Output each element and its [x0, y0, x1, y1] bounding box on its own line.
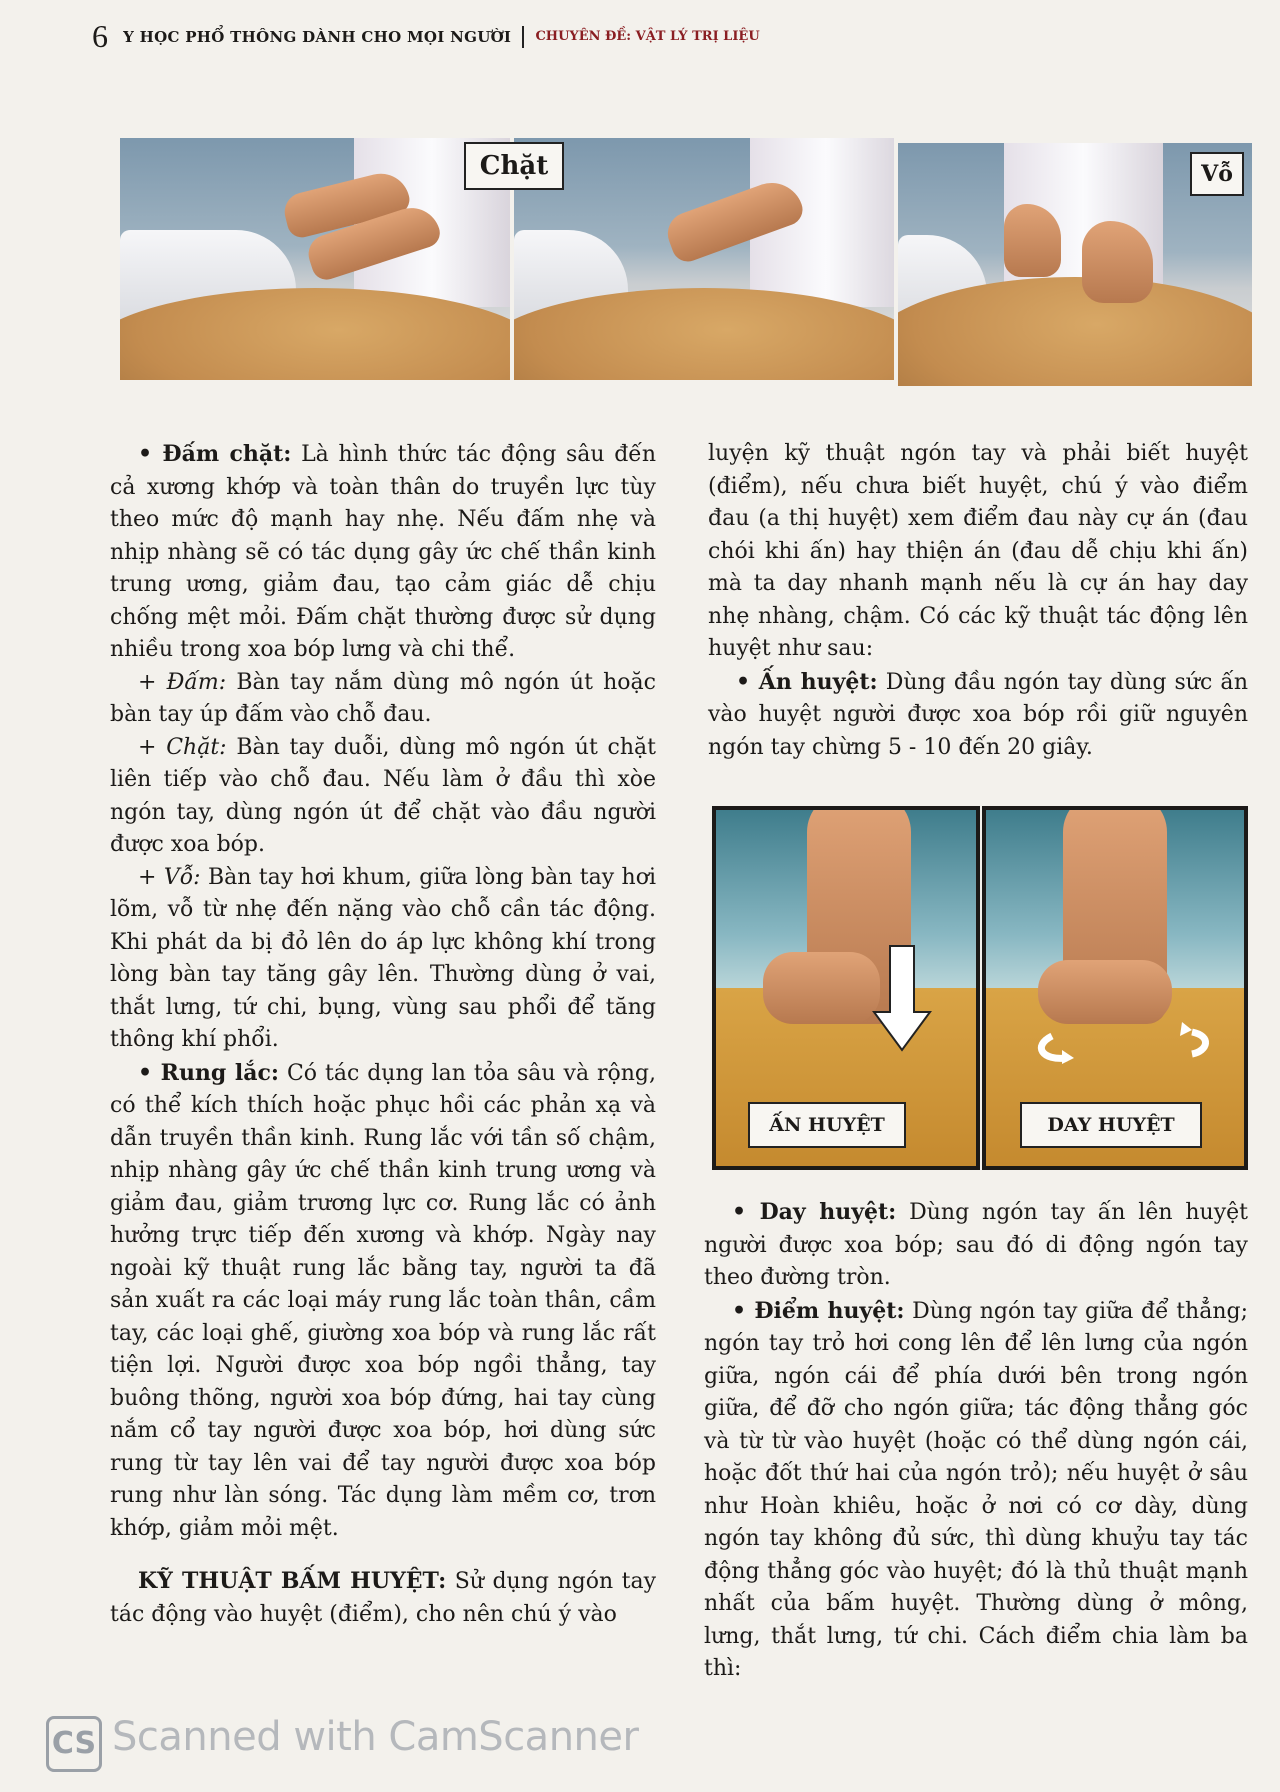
paragraph-ky-thuat	[110, 1565, 656, 1631]
scan-watermark: Scanned with CamScanner	[112, 1714, 639, 1760]
text: Có tác dụng lan tỏa sâu và rộng, có thể kích thích hoặc phục hồi các phản xạ và dẫn truyền thần kinh. Rung lắc với tần số chậm, nhịp nhàng gây ức chế thần kinh trung ương và giảm đau, giảm trương lực cơ. Rung lắc có ảnh hưởng trực tiếp đến xương và khớp. Ngày nay ngoài kỹ thuật rung lắc bằng tay, người ta đã sản xuất ra các loại máy rung lắc toàn thân, cầm tay, các loại ghế, giường xoa bóp và rung lắc rất tiện lợi. Người được xoa bóp ngồi thẳng, tay buông thõng, người xoa bóp đứng, hai tay cùng nắm cổ tay người được xoa bóp, hơi dùng sức rung từ tay lên vai để tay người được xoa bóp rung như làn sóng. Tác dụng làm mềm cơ, trơn khớp, giảm mỏi mệt.	[110, 1060, 656, 1541]
arrow-down-icon	[872, 944, 932, 1054]
paragraph-rung-lac	[110, 1057, 656, 1546]
paragraph-vo	[110, 862, 656, 1057]
topic-title: CHUYÊN ĐỀ: VẬT LÝ TRỊ LIỆU	[535, 29, 760, 44]
right-column-top	[708, 438, 1248, 764]
term-diem-huyet: • Điểm huyệt:	[732, 1297, 905, 1324]
header-divider	[522, 26, 524, 48]
paragraph-an-huyet	[708, 666, 1248, 765]
text: Bàn tay duỗi, dùng mô ngón út chặt liên tiếp vào chỗ đau. Nếu làm ở đầu thì xòe ngón tay, dùng ngón út để chặt vào đầu người được xoa bóp.	[110, 734, 656, 857]
photo-an-huyet	[712, 806, 980, 1170]
paragraph-dam-chat	[110, 438, 656, 667]
term-an-huyet: • Ấn huyệt:	[736, 668, 878, 695]
text: Sử dụng ngón tay tác động vào huyệt (điểm), cho nên chú ý vào	[110, 1569, 656, 1627]
text: Là hình thức tác động sâu đến cả xương khớp và toàn thân do truyền lực tùy theo mức độ mạnh hay nhẹ. Nếu đấm nhẹ và nhịp nhàng sẽ có tác dụng gây ức chế thần kinh trung ương, giảm đau, tạo cảm giác dễ chịu chống mệt mỏi. Đấm chặt thường được sử dụng nhiều trong xoa bóp lưng và chi thể.	[110, 442, 656, 662]
photo-chat-2	[514, 138, 894, 380]
photo-day-huyet	[982, 806, 1248, 1170]
heading-ky-thuat-bam-huyet: KỸ THUẬT BẤM HUYỆT:	[138, 1568, 447, 1594]
camscanner-logo: CS	[46, 1716, 102, 1772]
running-header	[92, 18, 760, 58]
paragraph-chat	[110, 732, 656, 862]
label-an-huyet: ẤN HUYỆT	[748, 1102, 906, 1148]
left-column	[110, 438, 656, 1631]
term-vo: + Vỗ:	[138, 864, 201, 890]
paragraph-dam	[110, 667, 656, 732]
paragraph-luyen-ky-thuat: luyện kỹ thuật ngón tay và phải biết huyệt (điểm), nếu chưa biết huyệt, chú ý vào điểm đau (a thị huyệt) xem điểm đau này cự án (đau chói khi ấn) hay thiện án (đau dễ chịu khi ấn) mà ta day nhanh mạnh nếu là cự án hay day nhẹ nhàng, chậm. Có các kỹ thuật tác động lên huyệt như sau:	[708, 441, 1248, 661]
rotate-arrows-icon	[1022, 1006, 1222, 1066]
text: Dùng đầu ngón tay dùng sức ấn vào huyệt người được xoa bóp rồi giữ nguyên ngón tay chừng 5 - 10 đến 20 giây.	[708, 669, 1248, 760]
term-rung-lac: • Rung lắc:	[138, 1059, 280, 1086]
book-title: Y HỌC PHỔ THÔNG DÀNH CHO MỌI NGƯỜI	[123, 27, 512, 46]
label-chat: Chặt	[464, 142, 564, 190]
term-day-huyet: • Day huyệt:	[732, 1199, 897, 1225]
photo-chat-1	[120, 138, 510, 380]
text: Bàn tay nắm dùng mô ngón út hoặc bàn tay úp đấm vào chỗ đau.	[110, 669, 656, 727]
text: Dùng ngón tay ấn lên huyệt người được xoa bóp; sau đó di động ngón tay theo đường tròn.	[704, 1200, 1248, 1290]
term-dam-chat: • Đấm chặt:	[138, 441, 292, 467]
text: Bàn tay hơi khum, giữa lòng bàn tay hơi lõm, vỗ từ nhẹ đến nặng vào chỗ cần tác động. Khi phát da bị đỏ lên do áp lực không khí trong lòng bàn tay tăng gây lên. Thường dùng ở vai, thắt lưng, tứ chi, bụng, vùng sau phổi để tăng thông khí phổi.	[110, 864, 656, 1052]
right-column-bottom	[704, 1196, 1248, 1686]
term-dam: + Đấm:	[138, 669, 227, 695]
term-chat: + Chặt:	[138, 734, 227, 760]
paragraph-diem-huyet	[704, 1295, 1248, 1686]
label-day-huyet: DAY HUYỆT	[1020, 1102, 1202, 1148]
text: Dùng ngón tay giữa để thẳng; ngón tay trỏ hơi cong lên để lên lưng của ngón giữa, ngón cái để phía dưới bên trong ngón giữa, để đỡ cho ngón giữa; tác động thẳng góc và từ từ vào huyệt (hoặc có thể dùng ngón cái, hoặc đốt thứ hai của ngón trỏ); nếu huyệt ở sâu như Hoàn khiêu, hoặc ở nơi có cơ dày, dùng ngón tay không đủ sức, thì dùng khuỷu tay tác động thẳng góc vào huyệt; đó là thủ thuật mạnh nhất của bấm huyệt. Thường dùng ở mông, lưng, thắt lưng, tứ chi. Cách điểm chia làm ba thì:	[704, 1298, 1248, 1681]
paragraph-day-huyet	[704, 1196, 1248, 1295]
page-number: 6	[92, 18, 108, 54]
label-vo: Vỗ	[1190, 152, 1244, 196]
